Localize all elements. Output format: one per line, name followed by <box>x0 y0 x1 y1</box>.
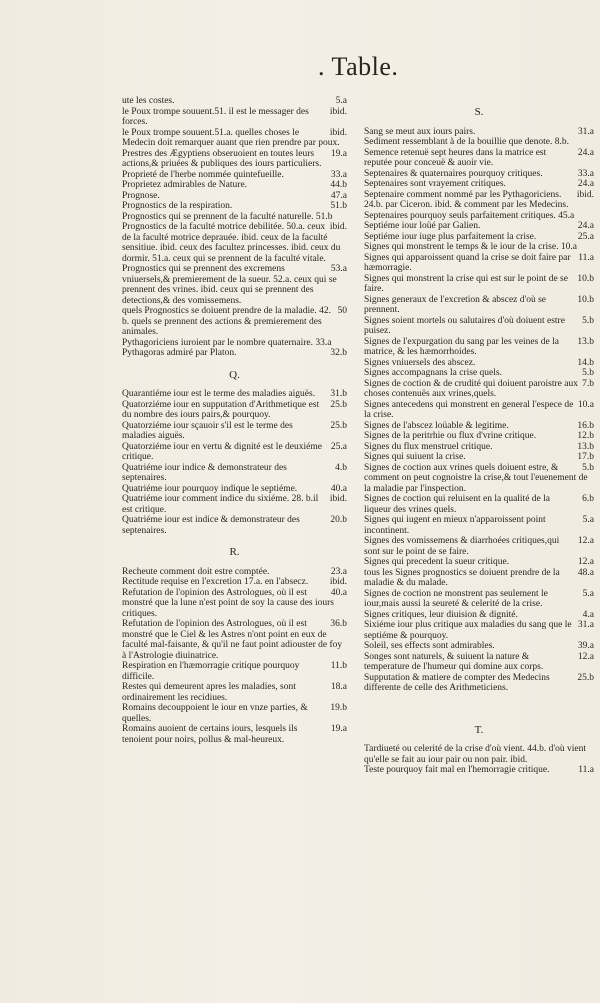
entry-text: quels Prognostics se doiuent prendre de la maladie. 42. b. quels se prennent des actions & premierement des animales. <box>122 306 331 337</box>
entry-text: Signes des vomissemens & diarrhoées critiques,qui sont sur le point de se faire. <box>364 536 560 557</box>
entries-t <box>364 744 594 776</box>
entry-text: tous les Signes prognostics se doiuent prendre de la maladie & du malade. <box>364 567 560 588</box>
index-entry <box>364 127 594 138</box>
entry-text: Signes critiques, leur diuision & dignité. <box>364 609 518 620</box>
index-entry <box>122 703 347 724</box>
page-ref: 12.b <box>577 431 594 441</box>
index-entry <box>122 724 347 745</box>
entry-text: Prognostics qui se prennent des excremens vniuersels,& premierement de la sueur. 52.a. ceux qui se prennent des vrines. ibid. ceux qui se prennent des detections,& des vomissemens. <box>122 264 337 306</box>
page-ref: 12.a <box>577 557 594 567</box>
page-ref: ibid. <box>329 106 347 117</box>
entry-text: Septiéme iour iuge plus parfaitement la crise. <box>364 231 537 242</box>
page-ref: 25.b <box>577 672 594 683</box>
entry-text: Quatriéme iour est indice & demonstrateur des septenaires. <box>122 515 300 536</box>
index-entry <box>364 190 594 211</box>
entry-text: Respiration en l'hæmorragie critique pourquoy difficile. <box>122 661 300 682</box>
index-entry <box>122 107 347 128</box>
index-entry <box>364 589 594 610</box>
entry-text: Quatorziéme iour en vertu & dignité est le deuxiéme critique. <box>122 441 322 462</box>
page-ref: 19.a <box>330 724 347 734</box>
page-ref: 10.b <box>577 294 594 305</box>
page-ref: 44.b <box>330 180 347 190</box>
page-ref: 36.b <box>330 619 347 629</box>
index-entry <box>364 253 594 274</box>
index-entry <box>122 96 347 107</box>
index-entry <box>364 452 594 463</box>
entry-text: Septenaire comment nommé par les Pythagoriciens. 24.b. par Ciceron. ibid. & comment par les Medecins. <box>364 189 569 210</box>
entry-text: Septenaires pourquoy seuls parfaitement critiques. 45.a <box>364 210 575 221</box>
entry-text: Soleil, ses effects sont admirables. <box>364 641 495 651</box>
entry-text: le Poux trompe souuent.51. il est le messager des forces. <box>122 106 309 127</box>
entry-text: Prognose. <box>122 190 160 201</box>
page-ref: 24.a <box>577 221 594 231</box>
page-ref: 4.b <box>335 462 347 473</box>
page-ref: 32.b <box>330 348 347 358</box>
entry-text: Prognostics de la faculté motrice debilitée. 50.a. ceux de la faculté motrice deprauée. ibid. ceux de la faculté sensitiue. ibid. ceux des facultez princesses. ibid. ceux du dormir. 51.a. ceux qui se prennent de la faculté vitale. <box>122 222 341 264</box>
page-ref: 39.a <box>577 641 594 651</box>
page-ref: 40.a <box>330 587 347 598</box>
page-ref: 25.a <box>577 231 594 242</box>
entry-text: Refutation de l'opinion des Astrologues, où il est monstré que la lune n'est point de soy la cause des iours critiques. <box>122 587 334 619</box>
entry-text: Quatriéme iour indice & demonstrateur des septenaires. <box>122 462 287 483</box>
entries-r <box>122 567 347 746</box>
index-entry <box>364 652 594 673</box>
entry-text: ute les costes. <box>122 96 175 106</box>
index-entry <box>364 211 594 222</box>
entry-text: Prognostics de la respiration. <box>122 201 233 211</box>
section-head-s: S. <box>474 106 484 118</box>
page-ref: 31.a <box>577 126 594 137</box>
index-entry <box>122 348 347 359</box>
index-entry <box>364 169 594 180</box>
entry-text: Signes qui apparoissent quand la crise se doit faire par hæmorragie. <box>364 252 571 273</box>
index-entry <box>364 620 594 641</box>
page-ref: 11.b <box>330 661 347 671</box>
entries-s <box>364 127 594 694</box>
page-ref: 17.b <box>577 452 594 462</box>
entry-text: Romains decouppoient le iour en vnze parties, & quelles. <box>122 703 308 724</box>
entry-text: Quatorziéme iour en supputation d'Arithmetique est du nombre des iours pairs,& pourquoy. <box>122 399 320 420</box>
index-entry <box>364 673 594 694</box>
index-entry <box>122 180 347 191</box>
page-ref: 47.a <box>330 190 347 201</box>
entry-text: Tardiueté ou celerité de la crise d'où vient. 44.b. d'où vient qu'elle se fait au iour pair ou non pair. ibid. <box>364 744 586 765</box>
page-ref: 25.b <box>330 399 347 410</box>
index-entry <box>364 568 594 589</box>
index-entry <box>122 400 347 421</box>
entry-text: Pythagoras admiré par Platon. <box>122 348 237 358</box>
page-ref: 6.b <box>582 494 594 504</box>
index-entry <box>364 400 594 421</box>
index-entry <box>122 212 347 223</box>
entry-text: Signes qui monstrent la crise qui est sur le point de se faire. <box>364 273 568 294</box>
index-entry <box>364 442 594 453</box>
index-entry <box>122 515 347 536</box>
entry-text: Signes de l'expurgation du sang par les veines de la matrice, & les hæmorrhoides. <box>364 336 559 357</box>
index-entry <box>122 661 347 682</box>
index-entry <box>364 316 594 337</box>
page-ref: 10.a <box>577 399 594 410</box>
index-entry <box>364 368 594 379</box>
index-entry <box>364 515 594 536</box>
entry-text: Signes generaux de l'excretion & abscez d'où se prennent. <box>364 294 547 315</box>
entry-text: Septenaires sont vrayement critiques. <box>364 179 506 189</box>
index-entry <box>364 337 594 358</box>
index-entry <box>122 306 347 338</box>
index-entry <box>364 358 594 369</box>
entry-text: Restes qui demeurent apres les maladies, sont ordinairement les recidiues. <box>122 682 296 703</box>
index-entry <box>122 149 347 170</box>
entry-text: Proprieté de l'herbe nommée quintefueille. <box>122 169 284 180</box>
page-ref: ibid. <box>329 127 347 138</box>
index-entry <box>364 421 594 432</box>
index-entry <box>364 221 594 232</box>
page-ref: 53.a <box>330 264 347 274</box>
page-title: . Table. <box>318 52 399 81</box>
entry-text: Signes qui precedent la sueur critique. <box>364 557 510 567</box>
page-ref: 12.a <box>577 651 594 662</box>
page-ref: ibid. <box>576 189 594 200</box>
entry-text: Prognostics qui se prennent de la faculté naturelle. 51.b <box>122 211 333 222</box>
entries-q <box>122 389 347 536</box>
entry-text: Supputation & matiere de compter des Medecins differente de celle des Arithmeticiens. <box>364 672 550 693</box>
index-entry <box>122 588 347 620</box>
entry-text: Quatriéme iour comment indice du sixiéme. 28. b.il est critique. <box>122 494 319 515</box>
entry-text: Songes sont naturels, & suiuent la nature & temperature de l'humeur qui domine aux corps. <box>364 651 544 672</box>
entry-text: Signes vniuersels des abscez. <box>364 357 476 368</box>
index-entry <box>364 148 594 169</box>
entry-text: Sixiéme iour plus critique aux maladies du sang que le septiéme & pourquoy. <box>364 620 572 641</box>
index-entry <box>122 567 347 578</box>
entry-text: Recheute comment doit estre comptée. <box>122 566 270 577</box>
index-entry <box>122 577 347 588</box>
entry-text: Prestres des Ægyptiens obseruoient en toutes leurs actions,& priuées & publiques des iours particuliers. <box>122 148 322 169</box>
index-entry <box>122 619 347 661</box>
entry-text: Sedíment ressemblant à de la bouillie que denote. 8.b. <box>364 137 569 147</box>
page-ref: 48.a <box>577 567 594 578</box>
entries-p <box>122 96 347 359</box>
page-ref: 25.a <box>330 441 347 452</box>
index-entry <box>122 128 347 149</box>
page-ref: 25.b <box>330 420 347 431</box>
left-column <box>122 96 347 745</box>
entry-text: Signes du flux menstruel critique. <box>364 441 493 452</box>
index-entry <box>122 222 347 264</box>
page-ref: 4.a <box>582 609 594 620</box>
page-ref: 50 <box>337 306 347 316</box>
index-entry <box>122 682 347 703</box>
right-column <box>364 96 594 776</box>
index-entry <box>364 463 594 495</box>
page-ref: 5.b <box>582 315 594 326</box>
index-entry <box>122 191 347 202</box>
entry-text: Signes de coction & de crudité qui doiuent paroistre aux choses contenuës aux vrines,quels. <box>364 378 578 399</box>
page-ref: 5.a <box>582 588 594 599</box>
page-ref: 16.b <box>577 420 594 431</box>
page-ref: 13.b <box>577 336 594 347</box>
index-entry <box>122 484 347 495</box>
page-ref: 24.a <box>577 147 594 158</box>
page-ref: 40.a <box>330 483 347 494</box>
entry-text: Signes de coction qui reluisent en la qualité de la liqueur des vrines quels. <box>364 494 550 515</box>
entry-text: le Poux trompe souuent.51.a. quelles choses le Medecin doit remarquer auant que rien prendre par poux. <box>122 127 340 148</box>
entry-text: Rectitude requise en l'excretion 17.a. en l'absecz. <box>122 577 309 587</box>
entry-text: Septenaires & quaternaires pourquoy critiques. <box>364 168 543 179</box>
page-ref: 31.b <box>330 389 347 399</box>
entry-text: Signes qui monstrent le temps & le iour de la crise. 10.a <box>364 242 577 252</box>
index-entry <box>364 431 594 442</box>
page-ref: 11.a <box>578 765 594 775</box>
page-ref: 5.b <box>582 462 594 473</box>
page-ref: 31.a <box>577 620 594 630</box>
section-head-q: Q. <box>229 368 240 381</box>
page-ref: 13.b <box>577 441 594 452</box>
entry-text: Signes de la peritrhie ou flux d'vrine critique. <box>364 431 537 441</box>
index-entry <box>364 744 594 765</box>
index-entry <box>122 463 347 484</box>
page-ref: 20.b <box>330 515 347 525</box>
entry-text: Septiéme iour loüé par Galien. <box>364 221 481 231</box>
index-entry <box>122 338 347 349</box>
index-entry <box>364 232 594 243</box>
page-ref: 10.b <box>577 273 594 284</box>
entry-text: Quatriéme iour pourquoy indique le septiéme. <box>122 483 298 494</box>
entry-text: Quatorziéme iour sçauoir s'il est le terme des maladies aiguës. <box>122 420 293 441</box>
index-entry <box>364 295 594 316</box>
index-entry <box>364 610 594 621</box>
page-ref: 51.b <box>330 201 347 211</box>
page-ref: 11.a <box>578 252 594 263</box>
index-entry <box>364 379 594 400</box>
page-ref: 14.b <box>577 357 594 368</box>
page-ref: 33.a <box>577 168 594 179</box>
index-entry <box>122 201 347 212</box>
index-entry <box>122 170 347 181</box>
page-ref: 5.a <box>335 96 347 106</box>
index-entry <box>364 274 594 295</box>
entry-text: Teste pourquoy fait mal en l'hemorragie critique. <box>364 765 550 775</box>
page-ref: ibid. <box>329 222 347 232</box>
page-ref: 5.b <box>582 368 594 378</box>
index-entry <box>364 765 594 776</box>
page-ref: 18.a <box>330 682 347 692</box>
page-ref: 19.a <box>330 148 347 159</box>
page-ref: 7.b <box>582 378 594 389</box>
entry-text: Signes de coction ne monstrent pas seulement le iour,mais aussi la seureté & celerité de la crise. <box>364 588 548 609</box>
page-ref: 23.a <box>330 566 347 577</box>
entry-text: Signes accompagnans la crise quels. <box>364 368 502 378</box>
entry-text: Signes qui iugent en mieux n'apparoissent point incontinent. <box>364 515 546 536</box>
entry-text: Signes de coction aux vrines quels doiuent estre, & comment on peut cognoistre la crise,& tout l'euenement de la maladie par l'inspection. <box>364 462 588 494</box>
index-entry <box>364 137 594 148</box>
page-ref: 24.a <box>577 179 594 189</box>
index-entry <box>364 557 594 568</box>
entry-text: Romains auoient de certains iours, lesquels ils tenoient pour noirs, pollus & mal-heureux. <box>122 724 298 745</box>
index-entry <box>364 641 594 652</box>
entry-text: Semence retenuë sept heures dans la matrice est reputée pour conceuë & auoir vie. <box>364 147 547 168</box>
entry-text: Pythagoriciens iuroient par le nombre quaternaire. 33.a <box>122 337 332 348</box>
page-ref: 12.a <box>577 536 594 546</box>
entry-text: Signes de l'abscez loüable & legitime. <box>364 420 509 431</box>
page-ref: 19.b <box>330 703 347 713</box>
index-entry <box>122 389 347 400</box>
index-entry <box>364 536 594 557</box>
index-entry <box>364 494 594 515</box>
page-ref: 33.a <box>330 169 347 180</box>
entry-text: Signes antecedens qui monstrent en general l'espece de la crise. <box>364 399 574 420</box>
entry-text: Quarantiéme iour est le terme des maladies aiguës. <box>122 389 316 399</box>
page-ref: ibid. <box>329 577 347 587</box>
entry-text: Refutation de l'opinion des Astrologues, où il est monstré que le Ciel & les Astres n'ont point en eux de faculté mal-faisante, & qu'il ne faut point adiouster de foy à l'Astrologie diuinatrice. <box>122 619 343 661</box>
index-entry <box>122 264 347 306</box>
page-ref: ibid. <box>329 494 347 504</box>
section-head-t: T. <box>474 723 484 736</box>
entry-text: Signes soient mortels ou salutaires d'où doiuent estre puisez. <box>364 315 565 336</box>
entry-text: Signes qui suiuent la crise. <box>364 452 466 462</box>
index-entry <box>122 494 347 515</box>
index-entry <box>122 442 347 463</box>
index-entry <box>364 242 594 253</box>
entry-text: Sang se meut aux iours pairs. <box>364 126 476 137</box>
index-entry <box>122 421 347 442</box>
entry-text: Proprietez admirables de Nature. <box>122 180 248 190</box>
page-ref: 5.a <box>582 515 594 525</box>
index-entry <box>364 179 594 190</box>
section-head-r: R. <box>229 546 240 558</box>
